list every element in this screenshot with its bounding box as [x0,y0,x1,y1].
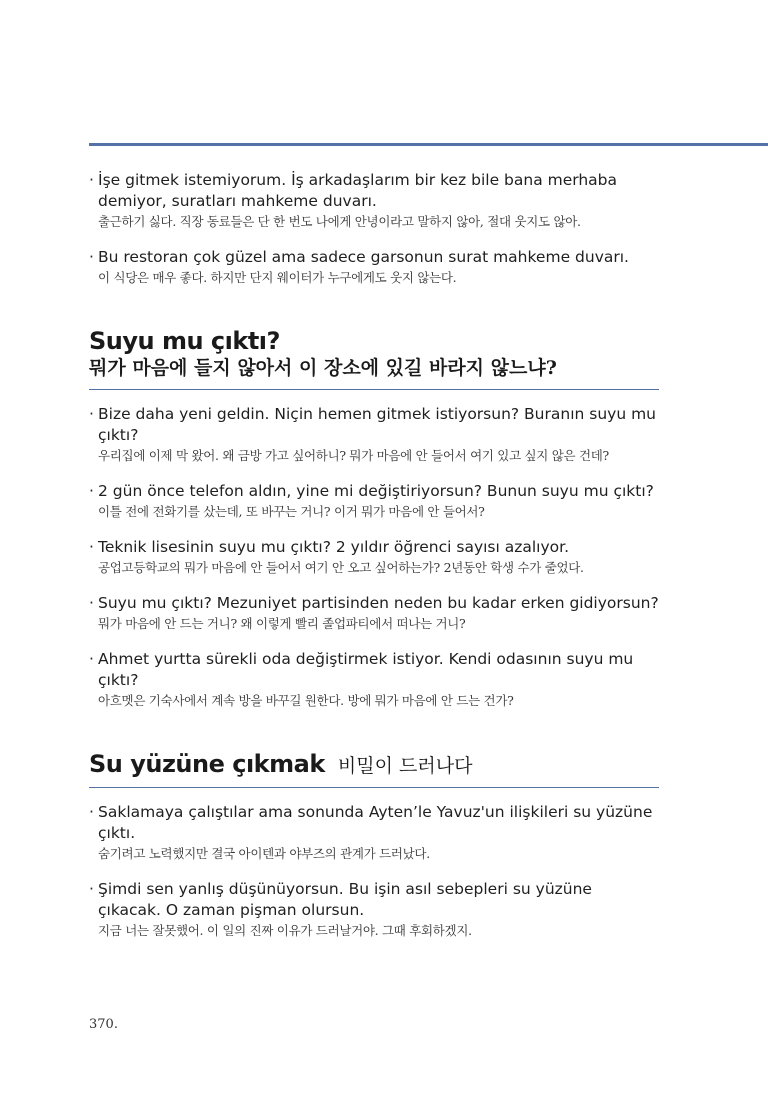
example-item [89,879,659,940]
top-rule [89,143,768,146]
intro-examples [89,170,659,287]
bullet: · [89,248,94,266]
bullet: · [89,538,94,556]
korean-translation: 지금 너는 잘못했어. 이 일의 진짜 이유가 드러날거야. 그때 후회하겠지. [98,923,472,938]
example-item [89,593,659,633]
turkish-sentence: Suyu mu çıktı? Mezuniyet partisinden neden bu kadar erken gidiyorsun? [98,594,659,612]
bullet: · [89,405,94,423]
turkish-sentence: Teknik lisesinin suyu mu çıktı? 2 yıldır öğrenci sayısı azalıyor. [98,538,570,556]
example-item [89,170,659,231]
korean-translation: 이 식당은 매우 좋다. 하지만 단지 웨이터가 누구에게도 웃지 않는다. [98,270,457,285]
example-item [89,404,659,465]
korean-translation: 우리집에 이제 막 왔어. 왜 금방 가고 싶어하니? 뭐가 마음에 안 들어서 여기 있고 싶지 않은 건데? [98,448,609,463]
example-item [89,247,659,287]
bullet: · [89,482,94,500]
bullet: · [89,650,94,668]
section-title-turkish: Su yüzüne çıkmak [89,750,325,778]
korean-translation: 공업고등학교의 뭐가 마음에 안 들어서 여기 안 오고 싶어하는가? 2년동안 학생 수가 줄었다. [98,560,584,575]
section-title-turkish: Suyu mu çıktı? [89,327,280,355]
turkish-sentence: Ahmet yurtta sürekli oda değiştirmek istiyor. Kendi odasının suyu mu çıktı? [98,650,634,689]
section-su-yuzune-cikmak [89,750,659,940]
section-heading [89,750,659,788]
example-item [89,802,659,863]
section-title-korean: 뭐가 마음에 들지 않아서 이 장소에 있길 바라지 않느냐? [89,357,557,379]
section-suyu-mu-cikti [89,327,659,710]
korean-translation: 숨기려고 노력했지만 결국 아이텐과 야부즈의 관계가 드러났다. [98,846,430,861]
turkish-sentence: 2 gün önce telefon aldın, yine mi değiştiriyorsun? Bunun suyu mu çıktı? [98,482,654,500]
example-item [89,537,659,577]
korean-translation: 출근하기 싫다. 직장 동료들은 단 한 번도 나에게 안녕이라고 말하지 않아, 절대 웃지도 않아. [98,214,581,229]
turkish-sentence: Şimdi sen yanlış düşünüyorsun. Bu işin asıl sebepleri su yüzüne çıkacak. O zaman pişman olursun. [98,880,592,919]
bullet: · [89,594,94,612]
bullet: · [89,171,94,189]
page-number: 370. [89,1017,118,1032]
section-title-korean: 비밀이 드러나다 [337,755,473,777]
turkish-sentence: Bu restoran çok güzel ama sadece garsonun surat mahkeme duvarı. [98,248,629,266]
bullet: · [89,880,94,898]
bullet: · [89,803,94,821]
turkish-sentence: Bize daha yeni geldin. Niçin hemen gitmek istiyorsun? Buranın suyu mu çıktı? [98,405,657,444]
page-content [89,170,659,956]
section-heading [89,327,659,390]
korean-translation: 이틀 전에 전화기를 샀는데, 또 바꾸는 거니? 이거 뭐가 마음에 안 들어서? [98,504,485,519]
turkish-sentence: İşe gitmek istemiyorum. İş arkadaşlarım bir kez bile bana merhaba demiyor, suratları mahkeme duvarı. [98,171,618,210]
korean-translation: 아흐멧은 기숙사에서 계속 방을 바꾸길 원한다. 방에 뭐가 마음에 안 드는 건가? [98,693,514,708]
korean-translation: 뭐가 마음에 안 드는 거니? 왜 이렇게 빨리 졸업파티에서 떠나는 거니? [98,616,466,631]
turkish-sentence: Saklamaya çalıştılar ama sonunda Ayten’le Yavuz'un ilişkileri su yüzüne çıktı. [98,803,653,842]
example-item [89,649,659,710]
example-item [89,481,659,521]
